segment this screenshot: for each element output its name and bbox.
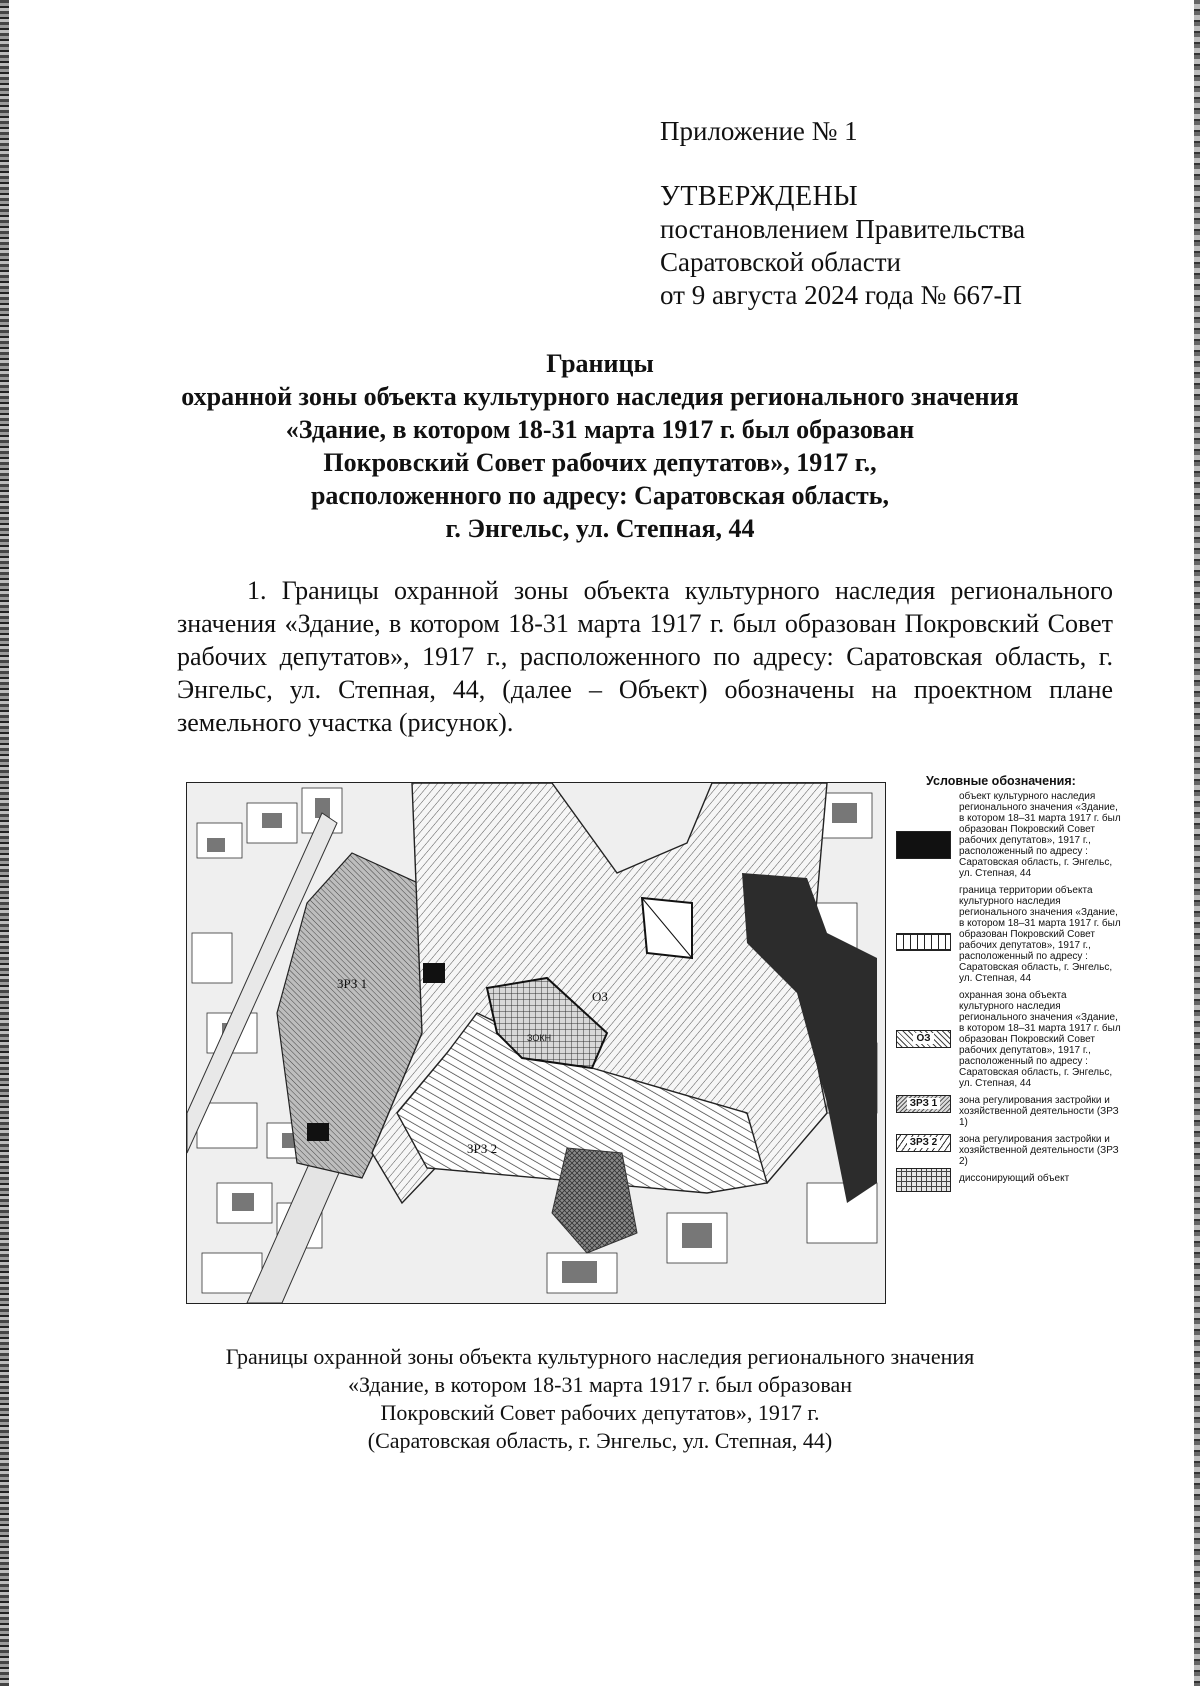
legend-item-heritage-object xyxy=(892,791,1124,879)
legend-item-zrz2 xyxy=(892,1134,1124,1167)
approval-block xyxy=(660,115,1025,312)
legend-swatch-label: ЗРЗ 1 xyxy=(907,1098,940,1109)
map-label-oz: ОЗ xyxy=(592,989,608,1004)
legend-swatch-oz xyxy=(896,1030,951,1048)
legend-text: зона регулирования застройки и хозяйственной деятельности (ЗРЗ 2) xyxy=(959,1134,1119,1167)
legend-swatch-zrz1 xyxy=(896,1095,951,1113)
document-title xyxy=(150,347,1050,545)
annex-number: Приложение № 1 xyxy=(660,116,858,146)
legend-item-territory-boundary xyxy=(892,885,1124,984)
caption-line: Границы охранной зоны объекта культурного наследия регионального значения xyxy=(225,1344,975,1369)
legend-swatch-label: ОЗ xyxy=(913,1033,933,1044)
legend-text: охранная зона объекта культурного наследия регионального значения «Здание, в котором 18–31 марта 1917 г. был образован Покровский Совет рабочих депутатов», 1917 г., расположенный по адресу : Саратовская область, г. Энгельс, ул. Степная, 44 xyxy=(959,990,1121,1089)
legend-text: диссонирующий объект xyxy=(959,1173,1070,1184)
legend-item-dissonant xyxy=(892,1173,1124,1184)
map-label-gzrs: ЗОКН xyxy=(527,1033,552,1043)
legend-swatch-black xyxy=(896,831,951,859)
legend-text: зона регулирования застройки и хозяйственной деятельности (ЗРЗ 1) xyxy=(959,1095,1119,1128)
legend-swatch-grid xyxy=(896,933,951,951)
approved-heading: УТВЕРЖДЕНЫ xyxy=(660,181,859,212)
zone-map xyxy=(186,782,886,1304)
dark-building xyxy=(307,1123,329,1141)
approval-line: постановлением Правительства xyxy=(660,214,1026,244)
map-legend xyxy=(892,776,1124,1190)
map-label-zrz1: ЗРЗ 1 xyxy=(337,976,368,991)
legend-text: граница территории объекта культурного наследия регионального значения «Здание, в котором 18–31 марта 1917 г. был образован Покровский Совет рабочих депутатов», 1917 г., расположенный по адресу : Саратовская область, г. Энгельс, ул. Степная, 44 xyxy=(959,885,1121,984)
approval-line: от 9 августа 2024 года № 667-П xyxy=(660,280,1022,310)
legend-title: Условные обозначения: xyxy=(926,774,1076,788)
scan-edge-right xyxy=(1194,0,1200,1686)
title-line: расположенного по адресу: Саратовская область, xyxy=(310,481,890,510)
legend-swatch-dissonant xyxy=(896,1168,951,1192)
legend-item-zrz1 xyxy=(892,1095,1124,1128)
title-line: Покровский Совет рабочих депутатов», 1917 г., xyxy=(323,448,877,477)
scan-edge-left xyxy=(0,0,9,1686)
body-paragraph: 1. Границы охранной зоны объекта культурного наследия регионального значения «Здание, в котором 18-31 марта 1917 г. был образован Покровский Совет рабочих депутатов», 1917 г., расположенного по адресу: Саратовская область, г. Энгельс, ул. Степная, 44, (далее – Объект) обозначены на проектном плане земельного участка (рисунок). xyxy=(177,576,1113,737)
title-line: «Здание, в котором 18-31 марта 1917 г. был образован xyxy=(285,415,915,444)
title-line: охранной зоны объекта культурного наследия регионального значения xyxy=(181,382,1019,411)
heritage-object-marker xyxy=(423,963,445,983)
figure-caption xyxy=(150,1343,1050,1455)
title-line: Границы xyxy=(546,349,654,378)
map-label-zrz2: ЗРЗ 2 xyxy=(467,1141,498,1156)
caption-line: «Здание, в котором 18-31 марта 1917 г. был образован xyxy=(347,1372,853,1397)
legend-swatch-label: ЗРЗ 2 xyxy=(907,1137,940,1148)
approval-line: Саратовской области xyxy=(660,247,901,277)
caption-line: Покровский Совет рабочих депутатов», 1917 г. xyxy=(380,1400,820,1425)
legend-swatch-zrz2 xyxy=(896,1134,951,1152)
legend-text: объект культурного наследия регионального значения «Здание, в котором 18–31 марта 1917 г. был образован Покровский Совет рабочих депутатов», 1917 г., расположенный по адресу : Саратовская область, г. Энгельс, ул. Степная, 44 xyxy=(959,791,1121,879)
caption-line: (Саратовская область, г. Энгельс, ул. Степная, 44) xyxy=(367,1428,833,1453)
legend-item-protection-zone xyxy=(892,990,1124,1089)
title-line: г. Энгельс, ул. Степная, 44 xyxy=(445,514,755,543)
